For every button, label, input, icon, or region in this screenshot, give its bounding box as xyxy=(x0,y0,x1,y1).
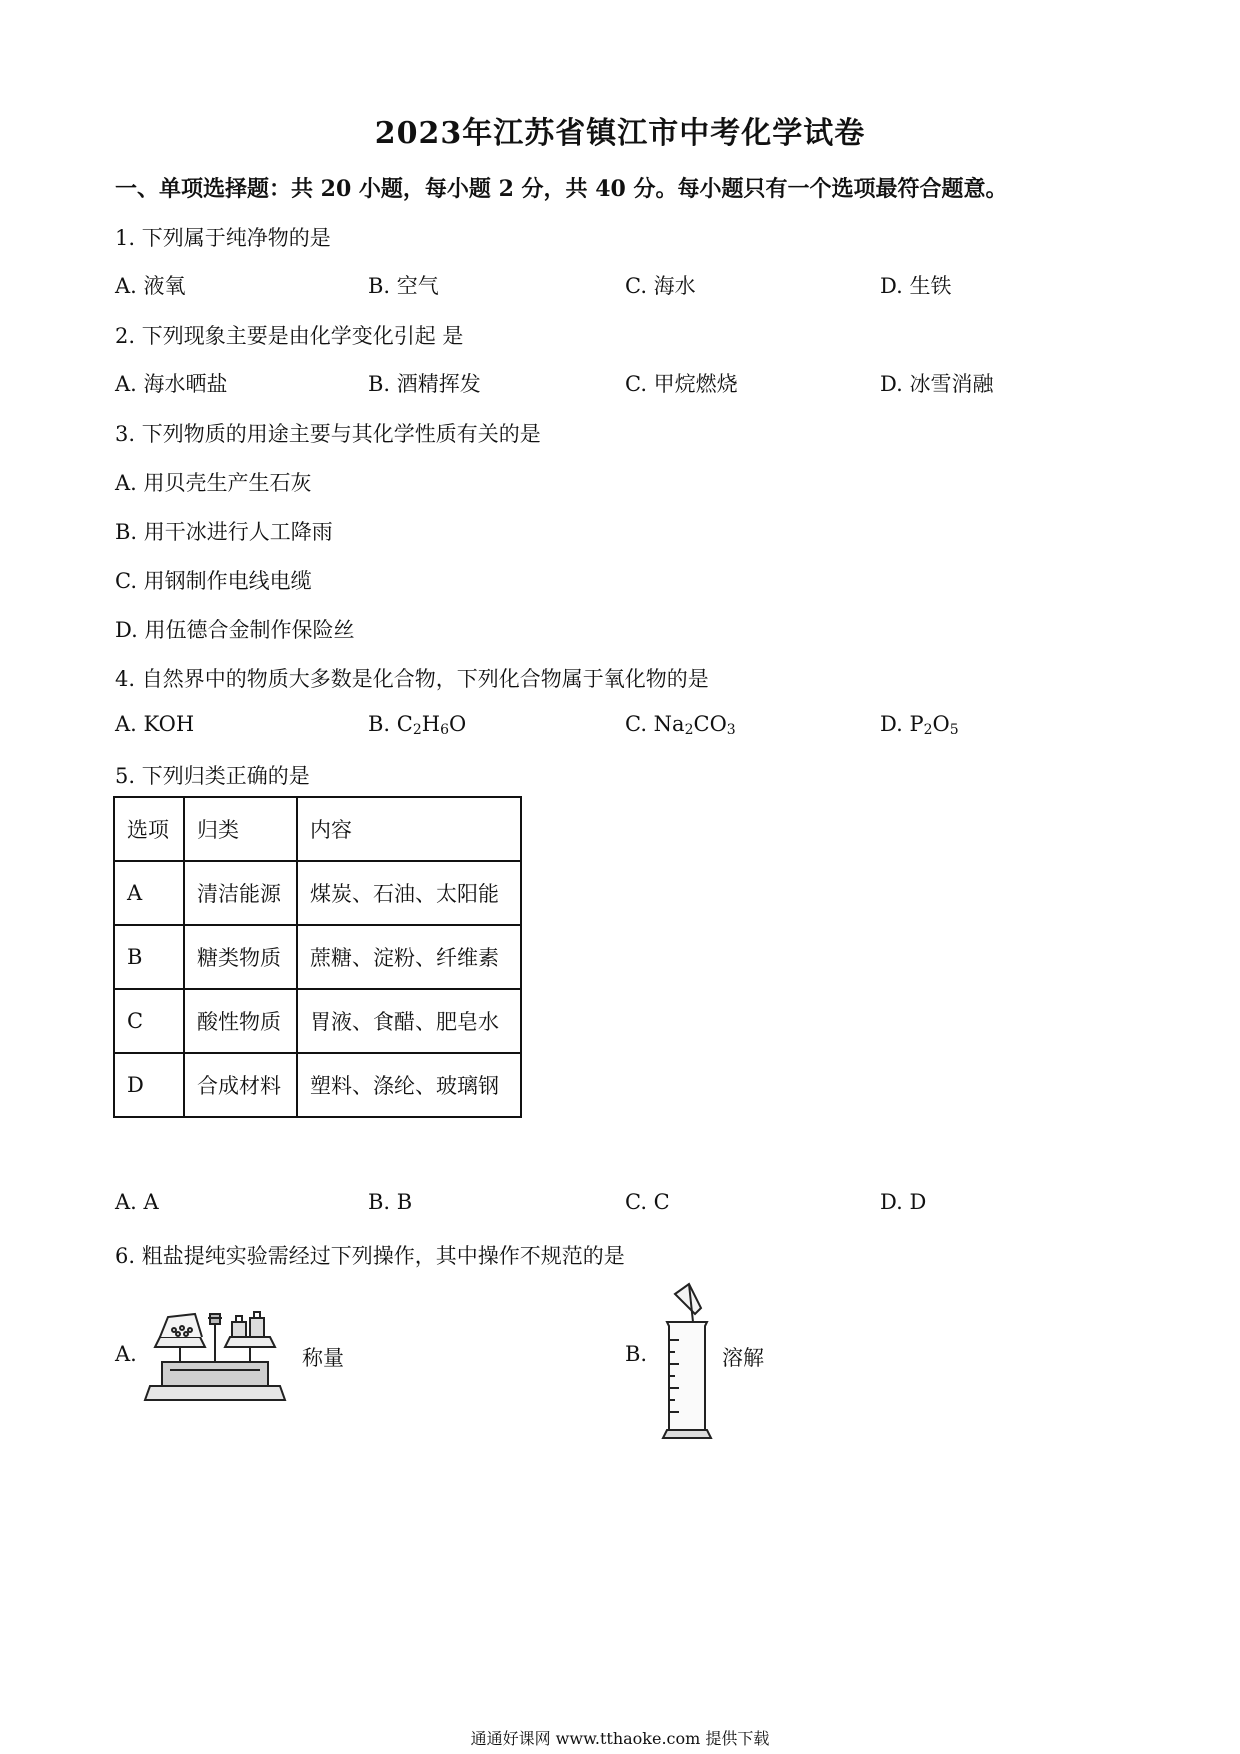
table-row xyxy=(114,925,521,989)
q2-option-c: C. 甲烷燃烧 xyxy=(625,372,738,396)
question-4-stem: 4. 自然界中的物质大多数是化合物，下列化合物属于氧化物的是 xyxy=(115,667,709,691)
question-2-stem: 2. 下列现象主要是由化学变化引起 是 xyxy=(115,324,464,348)
table-cell: 塑料、涤纶、玻璃钢 xyxy=(297,1053,521,1117)
table-cell: 合成材料 xyxy=(184,1053,297,1117)
question-1-stem: 1. 下列属于纯净物的是 xyxy=(115,226,331,250)
q3-option-b: B. 用干冰进行人工降雨 xyxy=(115,520,333,544)
q3-option-d: D. 用伍德合金制作保险丝 xyxy=(115,618,355,642)
page-title: 2023年江苏省镇江市中考化学试卷 xyxy=(374,116,866,151)
q3-option-c: C. 用钢制作电线电缆 xyxy=(115,569,312,593)
q2-option-b: B. 酒精挥发 xyxy=(368,372,481,396)
table-header-row xyxy=(114,797,521,861)
q4-option-b: B. $C_2H_6O$ xyxy=(368,712,467,738)
question-5-stem: 5. 下列归类正确的是 xyxy=(115,764,310,788)
balance-scale-illustration xyxy=(140,1292,290,1402)
table-header-cell: 内容 xyxy=(297,797,521,861)
question-6-stem: 6. 粗盐提纯实验需经过下列操作，其中操作不规范的是 xyxy=(115,1244,625,1268)
q5-option-c: C. C xyxy=(625,1190,670,1214)
table-cell: B xyxy=(114,925,184,989)
classification-table xyxy=(113,796,522,1118)
q6-option-b-letter: B. xyxy=(625,1342,648,1366)
table-cell: 胃液、食醋、肥皂水 xyxy=(297,989,521,1053)
table-row xyxy=(114,861,521,925)
q6-option-b-caption: 溶解 xyxy=(722,1346,764,1370)
table-row xyxy=(114,1053,521,1117)
table-cell: 糖类物质 xyxy=(184,925,297,989)
table-row xyxy=(114,989,521,1053)
table-cell: A xyxy=(114,861,184,925)
table-cell: 清洁能源 xyxy=(184,861,297,925)
table-cell: 煤炭、石油、太阳能 xyxy=(297,861,521,925)
graduated-cylinder-illustration xyxy=(655,1282,725,1442)
q2-option-a: A. 海水晒盐 xyxy=(115,372,228,396)
q5-option-b: B. B xyxy=(368,1190,413,1214)
q4-option-d: D. $P_2O_5$ xyxy=(880,712,959,738)
table-cell: 酸性物质 xyxy=(184,989,297,1053)
table-cell: 蔗糖、淀粉、纤维素 xyxy=(297,925,521,989)
q5-option-a: A. A xyxy=(115,1190,159,1214)
section-heading: 一、单项选择题：共 20 小题，每小题 2 分，共 40 分。每小题只有一个选项最符合题意。 xyxy=(115,176,1008,202)
q1-option-b: B. 空气 xyxy=(368,274,439,298)
q2-option-d: D. 冰雪消融 xyxy=(880,372,994,396)
q5-option-d: D. D xyxy=(880,1190,927,1214)
q6-option-a-letter: A. xyxy=(115,1342,137,1366)
q3-option-a: A. 用贝壳生产生石灰 xyxy=(115,471,312,495)
q1-option-d: D. 生铁 xyxy=(880,274,952,298)
table-cell: C xyxy=(114,989,184,1053)
question-3-stem: 3. 下列物质的用途主要与其化学性质有关的是 xyxy=(115,422,541,446)
table-header-cell: 选项 xyxy=(114,797,184,861)
q1-option-a: A. 液氧 xyxy=(115,274,186,298)
q6-option-a-caption: 称量 xyxy=(302,1346,344,1370)
q4-option-a: A. KOH xyxy=(115,712,195,736)
q4-option-c: C. $Na_2CO_3$ xyxy=(625,712,736,738)
table-header-cell: 归类 xyxy=(184,797,297,861)
table-cell: D xyxy=(114,1053,184,1117)
page-footer: 通通好课网 www.tthaoke.com 提供下载 xyxy=(470,1729,770,1748)
q1-option-c: C. 海水 xyxy=(625,274,696,298)
